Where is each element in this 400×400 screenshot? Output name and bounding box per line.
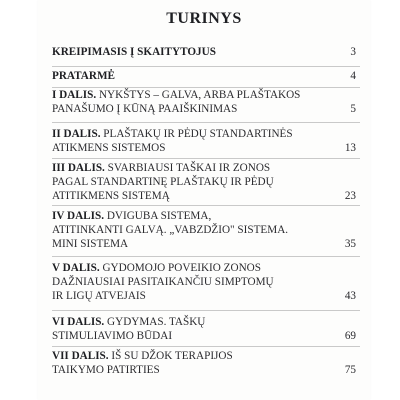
toc-entry-text: DVIGUBA SISTEMA,: [104, 210, 212, 222]
toc-part-label: V DALIS.: [52, 262, 100, 274]
toc-entry: [52, 316, 356, 346]
toc-part-label: I DALIS.: [52, 89, 97, 101]
toc-entry-text: TAIKYMO PATIRTIES: [52, 364, 160, 376]
toc-divider: [52, 256, 360, 257]
toc-entry-line: [52, 350, 233, 362]
toc-divider: [52, 205, 360, 206]
toc-divider: [52, 87, 360, 88]
toc-entry-text: SVARBIAUSI TAŠKAI IR ZONOS: [104, 162, 271, 174]
toc-entry-line: [52, 89, 300, 101]
toc-entry-text: DAŽNIAUSIAI PASITAIKANČIU SIMPTOMŲ: [52, 276, 274, 288]
toc-page-number: 4: [350, 70, 356, 82]
toc-entry: [52, 89, 356, 119]
toc-entry-line: [52, 290, 146, 302]
toc-page-number: 13: [344, 142, 356, 154]
toc-entry-line: [52, 238, 128, 250]
toc-page-number: 43: [344, 290, 356, 302]
toc-entry-line: [52, 330, 172, 342]
toc-part-label: IV DALIS.: [52, 210, 105, 222]
toc-entry: [52, 350, 356, 380]
toc-entry: [52, 128, 356, 158]
toc-entry: [52, 70, 356, 86]
toc-entry-text: PLAŠTAKŲ IR PĖDŲ STANDARTINĖS: [100, 128, 293, 140]
toc-entry-text: ATITINKANTI GALVĄ. „VABZDŽIO" SISTEMA.: [52, 224, 289, 236]
toc-entry: [52, 262, 356, 306]
toc-entry-line: [52, 262, 261, 274]
toc-entry-line: [52, 364, 160, 376]
toc-entry-text: PANAŠUMO Į KŪNĄ PAAIŠKINIMAS: [52, 103, 238, 115]
toc-part-label: II DALIS.: [52, 128, 101, 140]
toc-page-number: 3: [350, 46, 356, 58]
toc-entry-text: PAGAL STANDARTINĘ PLAŠTAKŲ IR PĖDŲ: [52, 176, 274, 188]
toc-entry-line: [52, 190, 170, 202]
toc-page-number: 5: [350, 103, 356, 115]
toc-page-number: 69: [344, 330, 356, 342]
toc-page-number: 35: [344, 238, 356, 250]
toc-entry: [52, 210, 356, 254]
toc-divider: [52, 122, 360, 123]
toc-entry-text: GYDOMOJO POVEIKIO ZONOS: [99, 262, 261, 274]
toc-entry-line: [52, 142, 165, 154]
toc-entry: [52, 46, 356, 62]
toc-entry-line: [52, 128, 293, 140]
toc-page-number: 75: [344, 364, 356, 376]
toc-entry-text: ATIKMENS SISTEMOS: [52, 142, 166, 154]
toc-entry-text: STIMULIAVIMO BŪDAI: [52, 330, 173, 342]
toc-entry-text: MINI SISTEMA: [52, 238, 129, 250]
toc-entry-line: [52, 210, 211, 222]
toc-part-label: III DALIS.: [52, 162, 105, 174]
toc-entry-line: [52, 46, 216, 58]
toc-entry-text: ATITIKMENS SISTEMĄ: [52, 190, 170, 202]
toc-entry-line: [52, 103, 237, 115]
toc-entry-line: [52, 276, 274, 288]
toc-entry-text: NYKŠTYS – GALVA, ARBA PLAŠTAKOS: [96, 89, 301, 101]
toc-divider: [52, 310, 360, 311]
toc-entry-line: [52, 316, 205, 328]
toc-page-number: 23: [344, 190, 356, 202]
toc-entry-line: [52, 224, 288, 236]
toc-part-label: KREIPIMASIS Į SKAITYTOJUS: [52, 46, 216, 58]
toc-part-label: VI DALIS.: [52, 316, 105, 328]
toc-entry-line: [52, 176, 274, 188]
toc-entry-line: [52, 162, 270, 174]
toc-entry-text: GYDYMAS. TAŠKŲ: [104, 316, 206, 328]
toc-divider: [52, 346, 360, 347]
toc-entry-text: IR LIGŲ ATVEJAIS: [52, 290, 146, 302]
toc-entry-text: IŠ SU DŽOK TERAPIJOS: [108, 350, 233, 362]
toc-part-label: VII DALIS.: [52, 350, 109, 362]
toc-divider: [52, 158, 360, 159]
page-title: TURINYS: [166, 10, 242, 27]
toc-entry-line: [52, 70, 115, 82]
toc-entry: [52, 162, 356, 206]
toc-divider: [52, 66, 360, 67]
document-page: [38, 0, 370, 400]
toc-part-label: PRATARMĖ: [52, 70, 115, 82]
